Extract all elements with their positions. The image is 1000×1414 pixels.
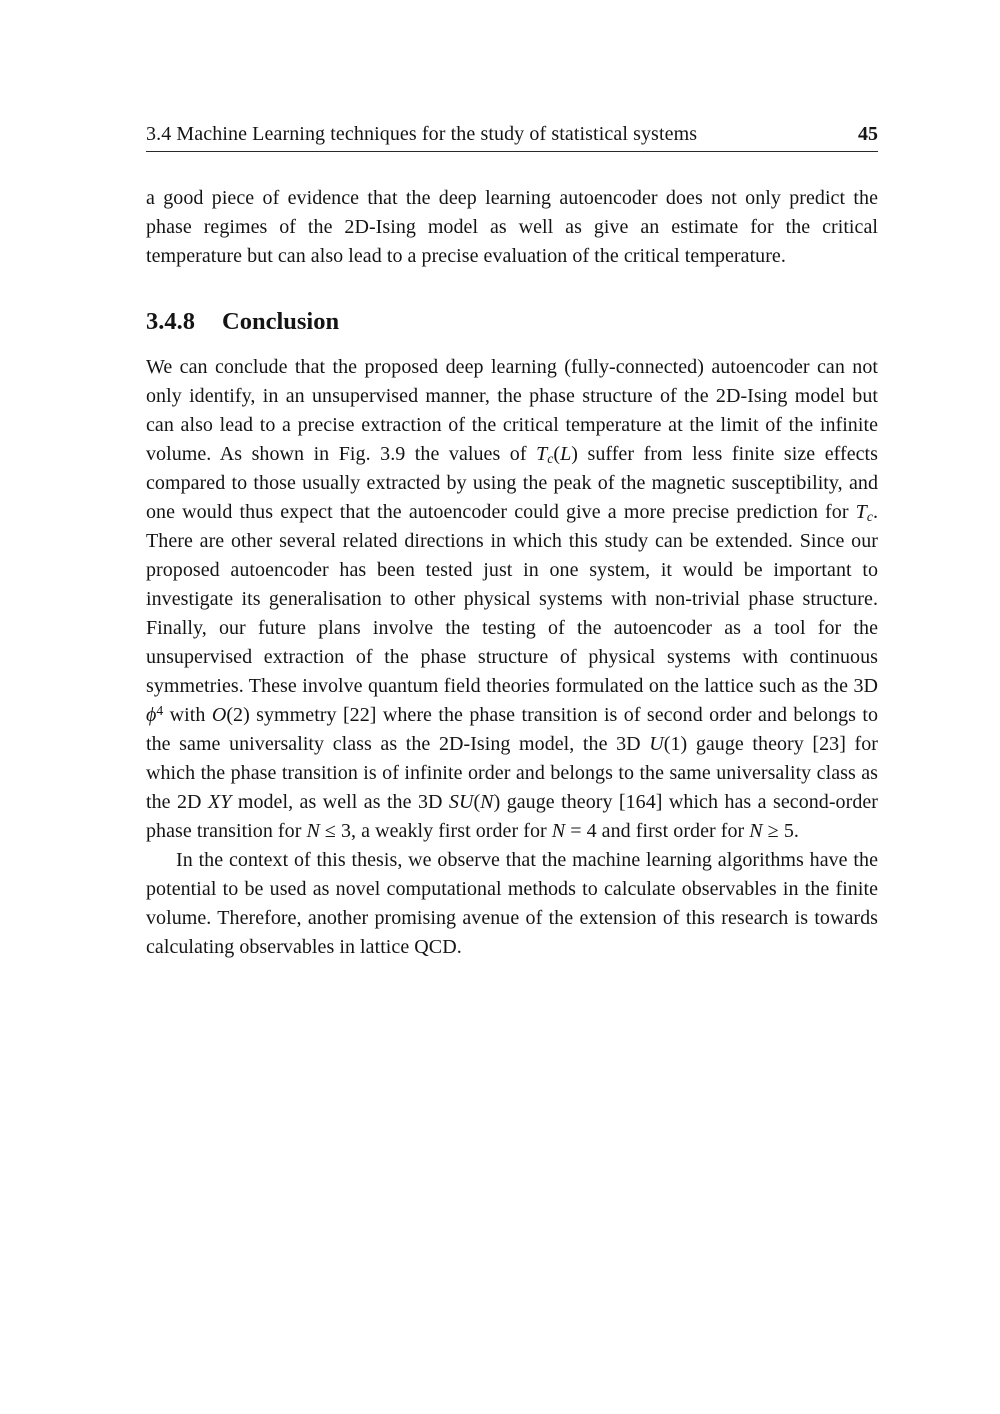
closing-paragraph: In the context of this thesis, we observe that the machine learning algorithms have the potential to be used as novel computational methods to calculate observables in the finite volume. Therefore, another promising avenue of the extension of this research is towards calculating observables in lattice QCD. (146, 849, 878, 958)
section-heading-title: Conclusion (222, 308, 340, 335)
page-number: 45 (858, 123, 878, 145)
section-heading-number: 3.4.8 (146, 308, 195, 335)
section-heading (146, 307, 878, 337)
page-content (146, 122, 878, 962)
conclusion-paragraph: We can conclude that the proposed deep learning (fully-connected) autoencoder can not only identify, in an unsupervised manner, the phase structure of the 2D-Ising model but can also lead to a precise extraction of the critical temperature at the limit of the infinite volume. As shown in Fig. 3.9 the values of Tc(L) suffer from less finite size effects compared to those usually extracted by using the peak of the magnetic susceptibility, and one would thus expect that the autoencoder could give a more precise prediction for Tc. There are other several related directions in which this study can be extended. Since our proposed autoencoder has been tested just in one system, it would be important to investigate its generalisation to other physical systems with non-trivial phase structure. Finally, our future plans involve the testing of the autoencoder as a tool for the unsupervised extraction of the phase structure of physical systems with continuous symmetries. These involve quantum field theories formulated on the lattice such as the 3D $\phi^4$ with O(2) symmetry [22] where the phase transition is of second order and belongs to the same universality class as the 2D-Ising model, the 3D U(1) gauge theory [23] for which the phase transition is of infinite order and belongs to the same universality class as the 2D XY model, as well as the 3D SU(N) gauge theory [164] which has a second-order phase transition for N ≤ 3, a weakly first order for N = 4 and first order for N ≥ 5. (146, 356, 879, 842)
running-header-title: 3.4 Machine Learning techniques for the study of statistical systems (146, 123, 698, 145)
intro-paragraph: a good piece of evidence that the deep learning autoencoder does not only predict the phase regimes of the 2D-Ising model as well as give an estimate for the critical temperature but can also lead to a precise evaluation of the critical temperature. (146, 187, 878, 267)
running-header (146, 122, 878, 152)
